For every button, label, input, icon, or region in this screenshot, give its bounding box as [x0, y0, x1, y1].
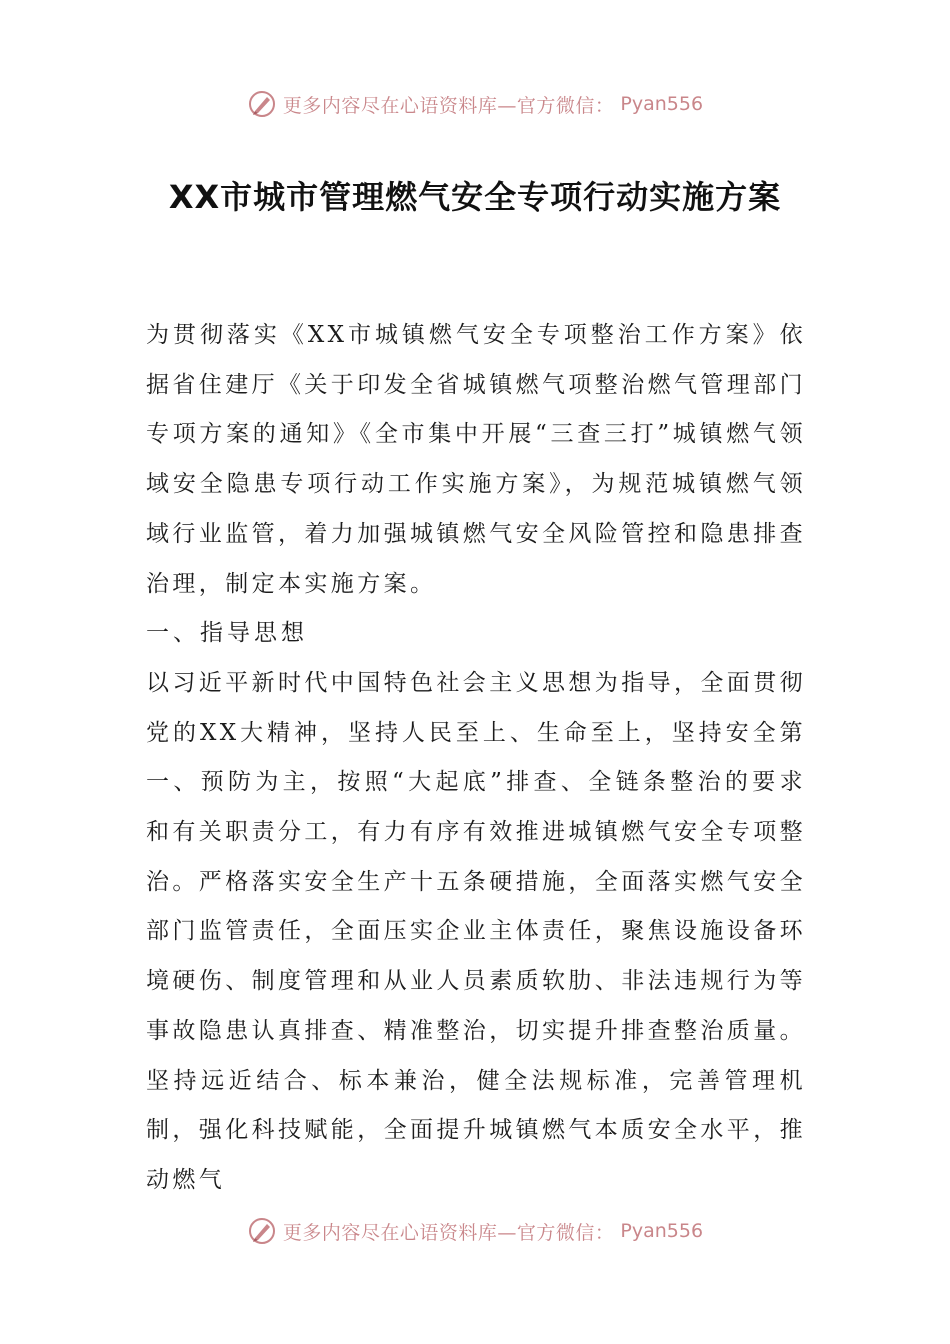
pen-logo-icon: [247, 1216, 277, 1246]
section-heading: 一、指导思想: [146, 620, 308, 647]
watermark-text: 更多内容尽在心语资料库—官方微信：: [282, 1221, 615, 1244]
footer-watermark: [0, 1211, 950, 1251]
document-body: [146, 311, 806, 1206]
pen-logo-icon: [247, 89, 277, 119]
section-paragraph: 以习近平新时代中国特色社会主义思想为指导，全面贯彻党的XX大精神，坚持人民至上、生命至上，坚持安全第一、预防为主，按照“大起底”排查、全链条整治的要求和有关职责分工，有力有序有效推进城镇燃气安全专项整治。严格落实安全生产十五条硬措施，全面落实燃气安全部门监管责任，全面压实企业主体责任，聚焦设施设备环境硬伤、制度管理和从业人员素质软肋、非法违规行为等事故隐患认真排查、精准整治，切实提升排查整治质量。坚持远近结合、标本兼治，健全法规标准，完善管理机制，强化科技赋能，全面提升城镇燃气本质安全水平，推动燃气: [146, 669, 806, 1193]
watermark-text: 更多内容尽在心语资料库—官方微信：: [282, 94, 615, 117]
intro-paragraph: 为贯彻落实《XX市城镇燃气安全专项整治工作方案》依据省住建厅《关于印发全省城镇燃气项整治燃气管理部门专项方案的通知》《全市集中开展“三查三打”城镇燃气领域安全隐患专项行动工作实施方案》，为规范城镇燃气领域行业监管，着力加强城镇燃气安全风险管控和隐患排查治理，制定本实施方案。: [146, 322, 806, 597]
watermark-wechat-id: Pyan556: [620, 1220, 704, 1242]
header-watermark: [0, 84, 950, 124]
document-title: XX市城市管理燃气安全专项行动实施方案: [168, 178, 782, 216]
watermark-wechat-id: Pyan556: [620, 93, 704, 115]
